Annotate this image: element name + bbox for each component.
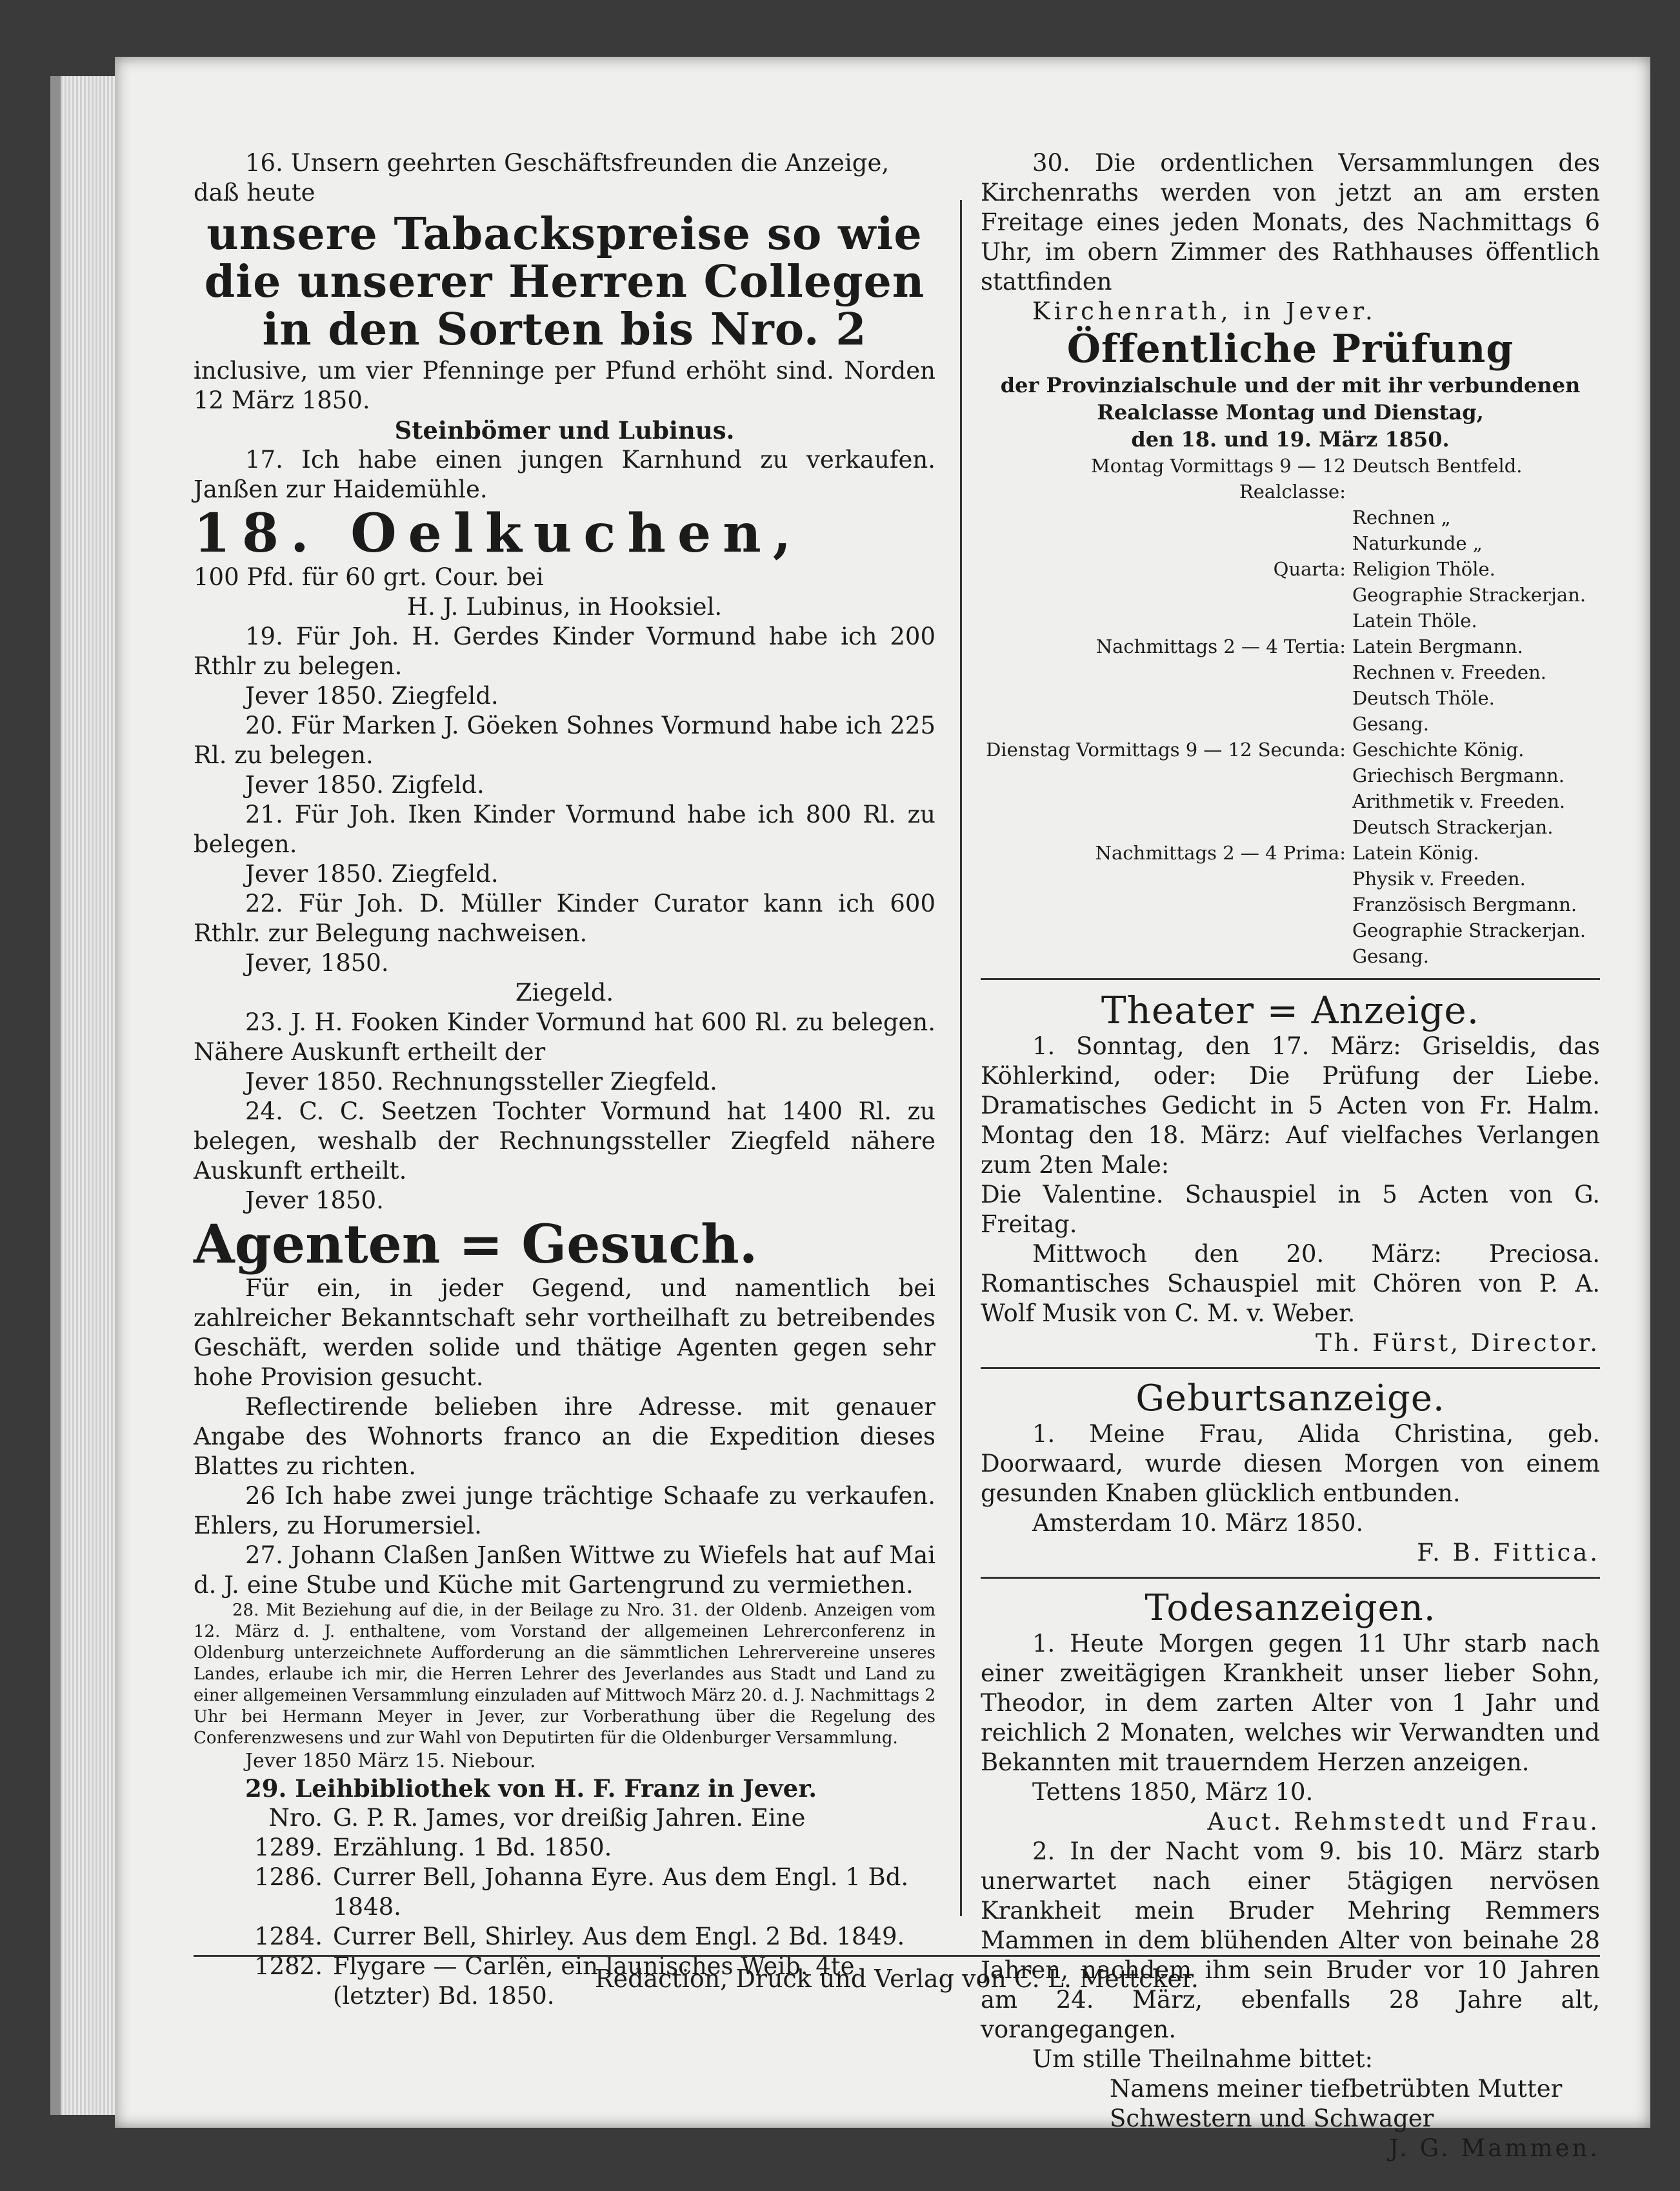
schedule-subject: Rechnen v. Freeden. bbox=[1352, 661, 1546, 683]
schedule-row bbox=[981, 814, 1600, 840]
birth-body: 1. Meine Frau, Alida Christina, geb. Doorwaard, wurde diesen Morgen von einem gesunden Knaben glücklich entbunden. bbox=[981, 1420, 1600, 1507]
section-divider bbox=[981, 1367, 1600, 1369]
schedule-row bbox=[981, 582, 1600, 608]
notice-22-place: Jever, 1850. bbox=[245, 949, 389, 977]
schedule-subject: Deutsch Thöle. bbox=[1352, 687, 1495, 709]
death-headline: Todesanzeigen. bbox=[1145, 1587, 1436, 1629]
right-column bbox=[981, 148, 1600, 2163]
exam-schedule bbox=[981, 453, 1600, 969]
book-number: 1282. bbox=[254, 1952, 323, 1980]
schedule-subject: Griechisch Bergmann. bbox=[1352, 765, 1565, 786]
book-title: Currer Bell, Shirley. Aus dem Engl. 2 Bd. 1849. bbox=[333, 1923, 905, 1950]
notice-30-body: 30. Die ordentlichen Versammlungen des Kirchenraths werden von jetzt an am ersten Freitage eines jeden Monats, des Nachmittags 6 Uhr, im obern Zimmer des Rathhauses öffentlich stattfinden bbox=[981, 149, 1600, 295]
schedule-subject: Physik v. Freeden. bbox=[1352, 868, 1526, 890]
death-2-body: 2. In der Nacht vom 9. bis 10. März starb unerwartet nach einer 5tägigen nervösen Krankheit mein Bruder Mehring Remmers Mammen in dem blühenden Alter von beinahe 28 Jahren, nachdem ihm sein Bruder vor 10 Jahren am 24. März, ebenfalls 28 Jahre alt, vorangegangen. bbox=[981, 1837, 1600, 2043]
schedule-time: Quarta: bbox=[1273, 558, 1346, 580]
schedule-time bbox=[981, 866, 1352, 892]
schedule-row bbox=[981, 530, 1600, 556]
book-title: Flygare — Carlên, ein launisches Weib. 4te (letzter) Bd. 1850. bbox=[333, 1952, 855, 2010]
birth-signature: F. B. Fittica. bbox=[1417, 1539, 1600, 1566]
schedule-subject: Deutsch Bentfeld. bbox=[1352, 455, 1523, 477]
schedule-time bbox=[981, 685, 1352, 711]
column-divider bbox=[960, 200, 962, 1916]
schedule-time bbox=[981, 943, 1352, 969]
death-2-request: Um stille Theilnahme bittet: bbox=[1032, 2045, 1374, 2073]
schedule-row bbox=[981, 763, 1600, 788]
section-divider bbox=[981, 1577, 1600, 1579]
schedule-row bbox=[981, 892, 1600, 917]
notice-27-body: 27. Johann Claßen Janßen Wittwe zu Wiefels hat auf Mai d. J. eine Stube und Küche mit Gartengrund zu vermiethen. bbox=[194, 1541, 935, 1599]
death-1-place: Tettens 1850, März 10. bbox=[1032, 1778, 1314, 1806]
notice-16-headline: unsere Tabackspreise so wie die unserer Herren Collegen in den Sorten bis Nro. 2 bbox=[204, 208, 925, 355]
notice-16-signature: Steinbömer und Lubinus. bbox=[394, 416, 735, 445]
schedule-time: Dienstag Vormittags 9 — 12 Secunda: bbox=[986, 739, 1346, 761]
notice-18-body: 100 Pfd. für 60 grt. Cour. bei bbox=[194, 563, 544, 591]
book-row bbox=[194, 1803, 935, 1863]
section-divider bbox=[981, 978, 1600, 980]
schedule-time bbox=[981, 711, 1352, 737]
notice-24-body: 24. C. C. Seetzen Tochter Vormund hat 1400 Rl. zu belegen, weshalb der Rechnungssteller Ziegfeld nähere Auskunft ertheilt. bbox=[194, 1097, 935, 1185]
death-2-family-2: Schwestern und Schwager bbox=[1110, 2105, 1434, 2132]
book-title: Currer Bell, Johanna Eyre. Aus dem Engl. 1 Bd. 1848. bbox=[333, 1863, 909, 1921]
schedule-time bbox=[981, 814, 1352, 840]
book-row bbox=[194, 1863, 935, 1922]
schedule-subject: Geographie Strackerjan. bbox=[1352, 584, 1586, 606]
notice-19-signature: Jever 1850. Ziegfeld. bbox=[245, 682, 499, 710]
book-page-edges bbox=[50, 76, 125, 2115]
notice-18-signature: H. J. Lubinus, in Hooksiel. bbox=[406, 593, 723, 621]
death-2-family-1: Namens meiner tiefbetrübten Mutter bbox=[1110, 2075, 1563, 2103]
schedule-subject: Geographie Strackerjan. bbox=[1352, 919, 1586, 941]
exam-subheading: der Provinzialschule und der mit ihr verbundenen Realclasse Montag und Dienstag, bbox=[1000, 373, 1581, 425]
notice-23-signature: Jever 1850. Rechnungssteller Ziegfeld. bbox=[245, 1068, 717, 1096]
agenten-headline: Agenten = Gesuch. bbox=[194, 1214, 758, 1276]
theater-body-3: Mittwoch den 20. März: Preciosa. Romantisches Schauspiel mit Chören von P. A. Wolf Musik von C. M. v. Weber. bbox=[981, 1240, 1600, 1327]
schedule-time: Nachmittags 2 — 4 Tertia: bbox=[1095, 635, 1346, 657]
notice-24-signature: Jever 1850. bbox=[245, 1186, 384, 1214]
schedule-subject: Latein Thöle. bbox=[1352, 610, 1477, 632]
schedule-row bbox=[981, 634, 1600, 659]
schedule-subject: Geschichte König. bbox=[1352, 739, 1525, 761]
schedule-row bbox=[981, 659, 1600, 685]
schedule-time bbox=[981, 892, 1352, 917]
death-1-body: 1. Heute Morgen gegen 11 Uhr starb nach einer zweitägigen Krankheit unser lieber Sohn, Theodor, in dem zarten Alter von 1 Jahr und reichlich 2 Monaten, welches wir Verwandten und Bekannten mit trauerndem Herzen anzeigen. bbox=[981, 1630, 1600, 1776]
schedule-time bbox=[981, 763, 1352, 788]
schedule-row bbox=[981, 788, 1600, 814]
agenten-paragraph-2: Reflectirende belieben ihre Adresse. mit genauer Angabe des Wohnorts franco an die Expedition dieses Blattes zu richten. bbox=[194, 1393, 935, 1480]
schedule-time: Nachmittags 2 — 4 Prima: bbox=[1095, 842, 1346, 864]
notice-16-body: inclusive, um vier Pfenninge per Pfund erhöht sind. Norden 12 März 1850. bbox=[194, 357, 935, 414]
notice-20-signature: Jever 1850. Zigfeld. bbox=[245, 771, 485, 799]
exam-headline: Öffentliche Prüfung bbox=[1066, 326, 1514, 372]
birth-headline: Geburtsanzeige. bbox=[1135, 1377, 1445, 1419]
schedule-row bbox=[981, 737, 1600, 763]
book-number: 1286. bbox=[254, 1863, 323, 1891]
schedule-row bbox=[981, 505, 1600, 530]
notice-26-body: 26 Ich habe zwei junge trächtige Schaafe zu verkaufen. Ehlers, zu Horumersiel. bbox=[194, 1482, 935, 1539]
theater-body-2: Die Valentine. Schauspiel in 5 Acten von G. Freitag. bbox=[981, 1181, 1600, 1238]
book-title: G. P. R. James, vor dreißig Jahren. Eine Erzählung. 1 Bd. 1850. bbox=[333, 1804, 806, 1861]
schedule-row bbox=[981, 917, 1600, 943]
notice-30-signature: Kirchenrath, in Jever. bbox=[1032, 297, 1377, 325]
schedule-row bbox=[981, 685, 1600, 711]
notice-20-body: 20. Für Marken J. Göeken Sohnes Vormund habe ich 225 Rl. zu belegen. bbox=[194, 712, 935, 769]
schedule-subject: Deutsch Strackerjan. bbox=[1352, 816, 1554, 838]
left-column bbox=[194, 148, 935, 2011]
schedule-subject: Latein Bergmann. bbox=[1352, 635, 1523, 657]
schedule-subject: Arithmetik v. Freeden. bbox=[1352, 790, 1566, 812]
schedule-time bbox=[981, 608, 1352, 634]
notice-16-intro-2: daß heute bbox=[194, 179, 315, 206]
book-number: Nro. 1289. bbox=[254, 1804, 323, 1861]
schedule-time bbox=[981, 530, 1352, 556]
notice-16-intro: 16. Unsern geehrten Geschäftsfreunden die Anzeige, bbox=[245, 149, 890, 177]
notice-22-signature: Ziegeld. bbox=[515, 979, 614, 1006]
schedule-row bbox=[981, 608, 1600, 634]
theater-body: 1. Sonntag, den 17. März: Griseldis, das Köhlerkind, oder: Die Prüfung der Liebe. Dramatisches Gedicht in 5 Acten von Fr. Halm. Montag den 18. März: Auf vielfaches Verlangen zum 2ten Male: bbox=[981, 1032, 1600, 1179]
notice-21-body: 21. Für Joh. Iken Kinder Vormund habe ich 800 Rl. zu belegen. bbox=[194, 801, 935, 858]
notice-17-body: 17. Ich habe einen jungen Karnhund zu verkaufen. Janßen zur Haidemühle. bbox=[194, 446, 935, 503]
schedule-time bbox=[981, 505, 1352, 530]
notice-19-body: 19. Für Joh. H. Gerdes Kinder Vormund habe ich 200 Rthlr zu belegen. bbox=[194, 623, 935, 680]
schedule-subject: Gesang. bbox=[1352, 945, 1429, 967]
agenten-paragraph-1: Für ein, in jeder Gegend, und namentlich bei zahlreicher Bekanntschaft sehr vortheilhaft zu betreibendes Geschäft, werden solide und thätige Agenten gegen sehr hohe Provision gesucht. bbox=[194, 1274, 935, 1391]
schedule-time: Montag Vormittags 9 — 12 Realclasse: bbox=[1091, 455, 1346, 503]
schedule-row bbox=[981, 840, 1600, 866]
schedule-row bbox=[981, 453, 1600, 505]
schedule-time bbox=[981, 788, 1352, 814]
notice-18-headline: 18. Oelkuchen, bbox=[194, 503, 803, 565]
schedule-subject: Religion Thöle. bbox=[1352, 558, 1495, 580]
book-row bbox=[194, 1922, 935, 1952]
birth-place: Amsterdam 10. März 1850. bbox=[1032, 1509, 1364, 1537]
schedule-row bbox=[981, 866, 1600, 892]
schedule-row bbox=[981, 711, 1600, 737]
notice-29-headline: 29. Leihbibliothek von H. F. Franz in Jever. bbox=[245, 1774, 817, 1803]
schedule-row bbox=[981, 943, 1600, 969]
schedule-subject: Gesang. bbox=[1352, 713, 1429, 735]
notice-28-signature: Jever 1850 März 15. Niebour. bbox=[245, 1750, 536, 1772]
schedule-time bbox=[981, 917, 1352, 943]
schedule-subject: Naturkunde „ bbox=[1352, 532, 1483, 554]
schedule-subject: Rechnen „ bbox=[1352, 506, 1451, 528]
theater-headline: Theater = Anzeige. bbox=[1101, 988, 1480, 1032]
schedule-subject: Latein König. bbox=[1352, 842, 1479, 864]
notice-28-body: 28. Mit Beziehung auf die, in der Beilage zu Nro. 31. der Oldenb. Anzeigen vom 12. März d. J. enthaltene, vom Vorstand der allgemeinen Lehrerconferenz in Oldenburg unterzeichnete Aufforderung an die sämmtlichen Lehrervereine unseres Landes, erlaube ich mir, die Herren Lehrer des Jeverlandes aus Stadt und Land zu einer allgemeinen Versammlung einzuladen auf Mittwoch März 20. d. J. Nachmittags 2 Uhr bei Hermann Meyer in Jever, zur Vorberathung über die Regelung des Conferenzwesens und zur Wahl von Deputirten für die Oldenburger Versammlung. bbox=[194, 1601, 935, 1748]
schedule-time bbox=[981, 582, 1352, 608]
death-1-signature: Auct. Rehmstedt und Frau. bbox=[1207, 1808, 1600, 1836]
schedule-time bbox=[981, 659, 1352, 685]
notice-23-body: 23. J. H. Fooken Kinder Vormund hat 600 Rl. zu belegen. Nähere Auskunft ertheilt der bbox=[194, 1008, 935, 1066]
imprint-footer: Redaction, Druck und Verlag von C. L. Mettcker. bbox=[194, 1955, 1600, 1993]
death-2-signature: J. G. Mammen. bbox=[1389, 2134, 1600, 2162]
exam-date: den 18. und 19. März 1850. bbox=[1131, 427, 1450, 452]
schedule-row bbox=[981, 556, 1600, 582]
notice-21-signature: Jever 1850. Ziegfeld. bbox=[245, 860, 499, 888]
book-number: 1284. bbox=[254, 1923, 323, 1950]
theater-signature: Th. Fürst, Director. bbox=[1315, 1329, 1600, 1357]
notice-22-body: 22. Für Joh. D. Müller Kinder Curator kann ich 600 Rthlr. zur Belegung nachweisen. bbox=[194, 890, 935, 947]
schedule-subject: Französisch Bergmann. bbox=[1352, 894, 1577, 915]
